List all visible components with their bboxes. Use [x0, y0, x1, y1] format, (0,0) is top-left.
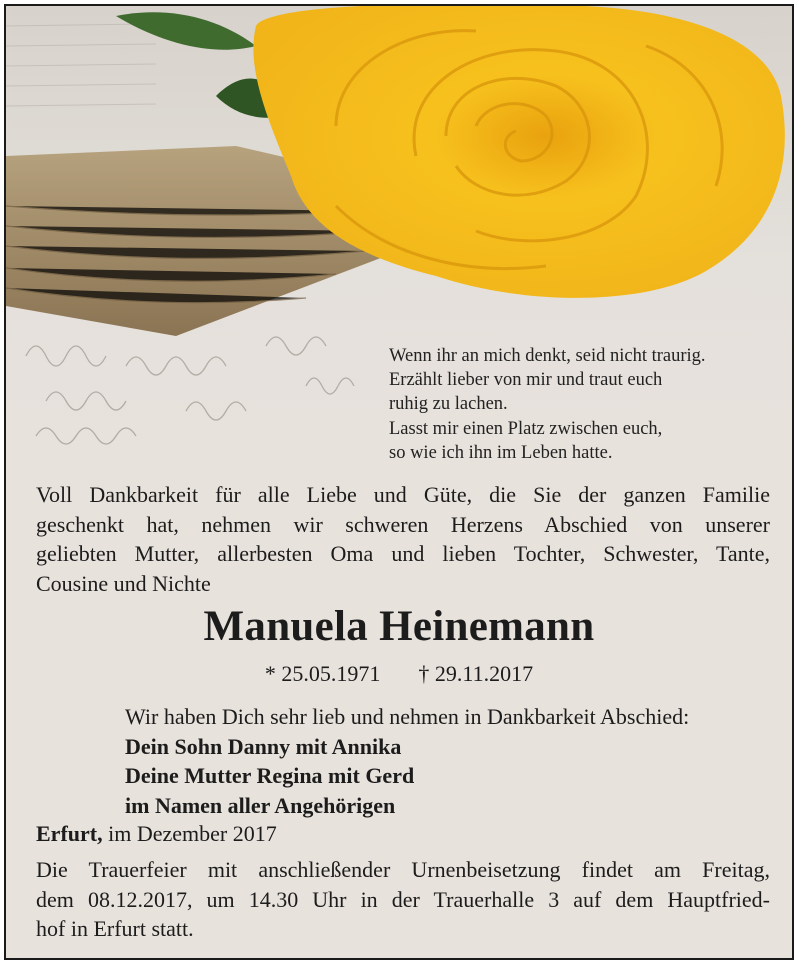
intro-paragraph	[36, 480, 770, 598]
place-date: im Dezember 2017	[108, 821, 277, 846]
mourner-line: Deine Mutter Regina mit Gerd	[125, 763, 415, 788]
life-dates	[6, 661, 792, 687]
mourner-line: im Namen aller Angehörigen	[125, 792, 396, 818]
intro-line: geliebten Mutter, allerbesten Oma und lieben Tochter, Schwester, Tante,	[36, 541, 770, 566]
poem-line: Wenn ihr an mich denkt, seid nicht traurig.	[389, 346, 706, 366]
place-and-date	[36, 821, 277, 847]
notice-line: hof in Erfurt statt.	[36, 916, 194, 941]
poem-verse	[389, 344, 769, 465]
intro-line: Voll Dankbarkeit für alle Liebe und Güte, die Sie der ganzen Familie	[36, 482, 770, 507]
intro-line: geschenkt hat, nehmen wir schweren Herzens Abschied von unserer	[36, 511, 770, 537]
death-date: † 29.11.2017	[418, 661, 534, 686]
poem-line: so wie ich ihn im Leben hatte.	[389, 442, 613, 463]
notice-line: dem 08.12.2017, um 14.30 Uhr in der Trauerhalle 3 auf dem Hauptfried-	[36, 886, 770, 912]
obituary-card	[4, 4, 794, 960]
family-statement: Wir haben Dich sehr lieb und nehmen in Dankbarkeit Abschied:	[125, 704, 690, 729]
funeral-notice	[36, 855, 770, 944]
poem-line: Erzählt lieber von mir und traut euch	[389, 370, 663, 391]
poem-line: ruhig zu lachen.	[389, 394, 508, 415]
deceased-name: Manuela Heinemann	[203, 603, 595, 650]
intro-line: Cousine und Nichte	[36, 570, 211, 596]
family-block	[125, 702, 785, 820]
notice-line: Die Trauerfeier mit anschließender Urnenbeisetzung findet am Freitag,	[36, 857, 770, 882]
place-city: Erfurt,	[36, 821, 103, 846]
birth-date: * 25.05.1971	[264, 661, 381, 686]
mourner-line: Dein Sohn Danny mit Annika	[125, 733, 402, 759]
poem-line: Lasst mir einen Platz zwischen euch,	[389, 418, 663, 439]
